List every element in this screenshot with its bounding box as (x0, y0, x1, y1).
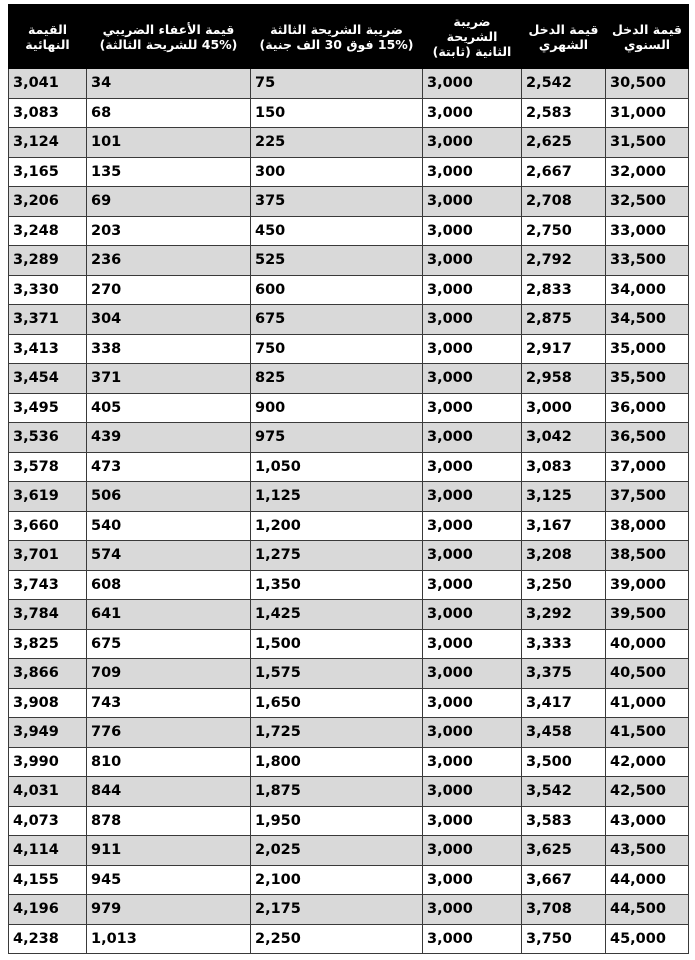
third-bracket-tax-cell: 1,650 (251, 688, 423, 718)
final-value-cell: 4,114 (9, 836, 87, 866)
monthly-income-cell: 3,125 (522, 482, 606, 512)
second-bracket-tax-cell: 3,000 (423, 865, 522, 895)
third-bracket-tax-cell: 375 (251, 187, 423, 217)
monthly-income-cell: 3,667 (522, 865, 606, 895)
final-value-cell: 3,990 (9, 747, 87, 777)
tax-exemption-cell: 405 (87, 393, 251, 423)
table-row (9, 334, 689, 364)
annual-income-cell: 42,500 (606, 777, 689, 807)
annual-income-cell: 39,000 (606, 570, 689, 600)
second-bracket-tax-cell: 3,000 (423, 511, 522, 541)
third-bracket-tax-cell: 1,425 (251, 600, 423, 630)
table-row (9, 659, 689, 689)
annual-income-cell: 43,000 (606, 806, 689, 836)
second-bracket-tax-cell: 3,000 (423, 187, 522, 217)
table-row (9, 393, 689, 423)
tax-exemption-cell: 945 (87, 865, 251, 895)
header-monthly-income: قيمة الدخل الشهري (522, 5, 606, 69)
annual-income-cell: 38,000 (606, 511, 689, 541)
annual-income-cell: 42,000 (606, 747, 689, 777)
annual-income-cell: 33,500 (606, 246, 689, 276)
second-bracket-tax-cell: 3,000 (423, 688, 522, 718)
annual-income-cell: 37,500 (606, 482, 689, 512)
annual-income-cell: 34,500 (606, 305, 689, 335)
second-bracket-tax-cell: 3,000 (423, 423, 522, 453)
table-body (9, 69, 689, 954)
header-tax-exemption: قيمة الأعفاء الضريبي (45% للشريحة الثالثة) (87, 5, 251, 69)
tax-exemption-cell: 878 (87, 806, 251, 836)
second-bracket-tax-cell: 3,000 (423, 275, 522, 305)
tax-exemption-cell: 304 (87, 305, 251, 335)
tax-exemption-cell: 844 (87, 777, 251, 807)
third-bracket-tax-cell: 1,350 (251, 570, 423, 600)
third-bracket-tax-cell: 2,175 (251, 895, 423, 925)
monthly-income-cell: 2,667 (522, 157, 606, 187)
monthly-income-cell: 3,750 (522, 924, 606, 954)
monthly-income-cell: 2,583 (522, 98, 606, 128)
second-bracket-tax-cell: 3,000 (423, 836, 522, 866)
third-bracket-tax-cell: 1,275 (251, 541, 423, 571)
table-row (9, 747, 689, 777)
table-row (9, 541, 689, 571)
table-row (9, 865, 689, 895)
third-bracket-tax-cell: 525 (251, 246, 423, 276)
third-bracket-tax-cell: 900 (251, 393, 423, 423)
table-row (9, 482, 689, 512)
second-bracket-tax-cell: 3,000 (423, 747, 522, 777)
final-value-cell: 3,949 (9, 718, 87, 748)
annual-income-cell: 44,500 (606, 895, 689, 925)
table-row (9, 246, 689, 276)
tax-exemption-cell: 911 (87, 836, 251, 866)
table-row (9, 895, 689, 925)
table-row (9, 187, 689, 217)
second-bracket-tax-cell: 3,000 (423, 629, 522, 659)
tax-exemption-cell: 203 (87, 216, 251, 246)
monthly-income-cell: 3,250 (522, 570, 606, 600)
third-bracket-tax-cell: 1,500 (251, 629, 423, 659)
annual-income-cell: 38,500 (606, 541, 689, 571)
tax-exemption-cell: 608 (87, 570, 251, 600)
tax-exemption-cell: 236 (87, 246, 251, 276)
third-bracket-tax-cell: 2,250 (251, 924, 423, 954)
final-value-cell: 3,248 (9, 216, 87, 246)
second-bracket-tax-cell: 3,000 (423, 777, 522, 807)
header-annual-income: قيمة الدخل السنوي (606, 5, 689, 69)
table-row (9, 511, 689, 541)
table-row (9, 98, 689, 128)
second-bracket-tax-cell: 3,000 (423, 246, 522, 276)
second-bracket-tax-cell: 3,000 (423, 393, 522, 423)
second-bracket-tax-cell: 3,000 (423, 570, 522, 600)
monthly-income-cell: 3,625 (522, 836, 606, 866)
table-row (9, 69, 689, 99)
tax-exemption-cell: 338 (87, 334, 251, 364)
table-row (9, 452, 689, 482)
annual-income-cell: 44,000 (606, 865, 689, 895)
second-bracket-tax-cell: 3,000 (423, 806, 522, 836)
final-value-cell: 3,866 (9, 659, 87, 689)
final-value-cell: 3,206 (9, 187, 87, 217)
header-final-value: القيمة النهائية (9, 5, 87, 69)
tax-exemption-cell: 34 (87, 69, 251, 99)
annual-income-cell: 40,000 (606, 629, 689, 659)
final-value-cell: 3,124 (9, 128, 87, 158)
tax-exemption-cell: 810 (87, 747, 251, 777)
annual-income-cell: 34,000 (606, 275, 689, 305)
tax-exemption-cell: 473 (87, 452, 251, 482)
monthly-income-cell: 2,833 (522, 275, 606, 305)
tax-exemption-cell: 68 (87, 98, 251, 128)
annual-income-cell: 36,000 (606, 393, 689, 423)
table-row (9, 718, 689, 748)
annual-income-cell: 39,500 (606, 600, 689, 630)
table-row (9, 423, 689, 453)
final-value-cell: 3,660 (9, 511, 87, 541)
table-row (9, 600, 689, 630)
monthly-income-cell: 3,542 (522, 777, 606, 807)
final-value-cell: 3,536 (9, 423, 87, 453)
tax-exemption-cell: 776 (87, 718, 251, 748)
second-bracket-tax-cell: 3,000 (423, 895, 522, 925)
monthly-income-cell: 2,625 (522, 128, 606, 158)
final-value-cell: 4,073 (9, 806, 87, 836)
second-bracket-tax-cell: 3,000 (423, 334, 522, 364)
table-row (9, 688, 689, 718)
final-value-cell: 3,330 (9, 275, 87, 305)
annual-income-cell: 31,500 (606, 128, 689, 158)
tax-table (8, 4, 689, 954)
annual-income-cell: 31,000 (606, 98, 689, 128)
tax-exemption-cell: 439 (87, 423, 251, 453)
third-bracket-tax-cell: 750 (251, 334, 423, 364)
annual-income-cell: 40,500 (606, 659, 689, 689)
annual-income-cell: 43,500 (606, 836, 689, 866)
third-bracket-tax-cell: 300 (251, 157, 423, 187)
second-bracket-tax-cell: 3,000 (423, 600, 522, 630)
monthly-income-cell: 3,000 (522, 393, 606, 423)
final-value-cell: 3,784 (9, 600, 87, 630)
header-second-bracket-tax: ضريبة الشريحة الثانية (ثابتة) (423, 5, 522, 69)
third-bracket-tax-cell: 150 (251, 98, 423, 128)
annual-income-cell: 35,000 (606, 334, 689, 364)
table-row (9, 836, 689, 866)
monthly-income-cell: 3,375 (522, 659, 606, 689)
annual-income-cell: 41,000 (606, 688, 689, 718)
final-value-cell: 3,578 (9, 452, 87, 482)
tax-exemption-cell: 506 (87, 482, 251, 512)
tax-exemption-cell: 675 (87, 629, 251, 659)
tax-exemption-cell: 979 (87, 895, 251, 925)
third-bracket-tax-cell: 675 (251, 305, 423, 335)
annual-income-cell: 32,500 (606, 187, 689, 217)
monthly-income-cell: 3,208 (522, 541, 606, 571)
second-bracket-tax-cell: 3,000 (423, 482, 522, 512)
third-bracket-tax-cell: 825 (251, 364, 423, 394)
second-bracket-tax-cell: 3,000 (423, 718, 522, 748)
monthly-income-cell: 3,417 (522, 688, 606, 718)
annual-income-cell: 33,000 (606, 216, 689, 246)
final-value-cell: 3,743 (9, 570, 87, 600)
annual-income-cell: 32,000 (606, 157, 689, 187)
tax-exemption-cell: 135 (87, 157, 251, 187)
tax-exemption-cell: 540 (87, 511, 251, 541)
monthly-income-cell: 3,042 (522, 423, 606, 453)
monthly-income-cell: 2,875 (522, 305, 606, 335)
table-row (9, 305, 689, 335)
table-row (9, 216, 689, 246)
final-value-cell: 3,908 (9, 688, 87, 718)
third-bracket-tax-cell: 1,725 (251, 718, 423, 748)
second-bracket-tax-cell: 3,000 (423, 364, 522, 394)
table-row (9, 364, 689, 394)
header-third-bracket-tax: ضريبة الشريحة الثالثة (15% فوق 30 الف جنية) (251, 5, 423, 69)
monthly-income-cell: 2,917 (522, 334, 606, 364)
third-bracket-tax-cell: 600 (251, 275, 423, 305)
final-value-cell: 3,413 (9, 334, 87, 364)
annual-income-cell: 37,000 (606, 452, 689, 482)
tax-exemption-cell: 709 (87, 659, 251, 689)
final-value-cell: 3,041 (9, 69, 87, 99)
second-bracket-tax-cell: 3,000 (423, 659, 522, 689)
tax-exemption-cell: 641 (87, 600, 251, 630)
monthly-income-cell: 2,708 (522, 187, 606, 217)
monthly-income-cell: 3,458 (522, 718, 606, 748)
annual-income-cell: 35,500 (606, 364, 689, 394)
table-row (9, 157, 689, 187)
final-value-cell: 3,454 (9, 364, 87, 394)
tax-exemption-cell: 574 (87, 541, 251, 571)
tax-exemption-cell: 743 (87, 688, 251, 718)
second-bracket-tax-cell: 3,000 (423, 69, 522, 99)
final-value-cell: 3,083 (9, 98, 87, 128)
monthly-income-cell: 3,083 (522, 452, 606, 482)
final-value-cell: 3,371 (9, 305, 87, 335)
final-value-cell: 4,238 (9, 924, 87, 954)
third-bracket-tax-cell: 1,125 (251, 482, 423, 512)
final-value-cell: 3,495 (9, 393, 87, 423)
tax-exemption-cell: 371 (87, 364, 251, 394)
third-bracket-tax-cell: 1,950 (251, 806, 423, 836)
monthly-income-cell: 3,333 (522, 629, 606, 659)
final-value-cell: 3,701 (9, 541, 87, 571)
second-bracket-tax-cell: 3,000 (423, 305, 522, 335)
final-value-cell: 4,155 (9, 865, 87, 895)
second-bracket-tax-cell: 3,000 (423, 216, 522, 246)
monthly-income-cell: 2,958 (522, 364, 606, 394)
tax-exemption-cell: 270 (87, 275, 251, 305)
header-row (9, 5, 689, 69)
table-row (9, 128, 689, 158)
tax-exemption-cell: 1,013 (87, 924, 251, 954)
third-bracket-tax-cell: 75 (251, 69, 423, 99)
tax-exemption-cell: 69 (87, 187, 251, 217)
table-row (9, 629, 689, 659)
second-bracket-tax-cell: 3,000 (423, 541, 522, 571)
second-bracket-tax-cell: 3,000 (423, 452, 522, 482)
table-row (9, 806, 689, 836)
final-value-cell: 3,619 (9, 482, 87, 512)
third-bracket-tax-cell: 225 (251, 128, 423, 158)
monthly-income-cell: 2,750 (522, 216, 606, 246)
second-bracket-tax-cell: 3,000 (423, 157, 522, 187)
second-bracket-tax-cell: 3,000 (423, 128, 522, 158)
monthly-income-cell: 3,708 (522, 895, 606, 925)
monthly-income-cell: 3,292 (522, 600, 606, 630)
annual-income-cell: 41,500 (606, 718, 689, 748)
monthly-income-cell: 3,167 (522, 511, 606, 541)
third-bracket-tax-cell: 1,050 (251, 452, 423, 482)
third-bracket-tax-cell: 2,100 (251, 865, 423, 895)
monthly-income-cell: 2,792 (522, 246, 606, 276)
monthly-income-cell: 2,542 (522, 69, 606, 99)
third-bracket-tax-cell: 975 (251, 423, 423, 453)
final-value-cell: 3,165 (9, 157, 87, 187)
second-bracket-tax-cell: 3,000 (423, 924, 522, 954)
monthly-income-cell: 3,583 (522, 806, 606, 836)
table-row (9, 924, 689, 954)
annual-income-cell: 36,500 (606, 423, 689, 453)
third-bracket-tax-cell: 1,800 (251, 747, 423, 777)
table-row (9, 275, 689, 305)
third-bracket-tax-cell: 2,025 (251, 836, 423, 866)
monthly-income-cell: 3,500 (522, 747, 606, 777)
second-bracket-tax-cell: 3,000 (423, 98, 522, 128)
final-value-cell: 4,031 (9, 777, 87, 807)
table-row (9, 570, 689, 600)
third-bracket-tax-cell: 1,575 (251, 659, 423, 689)
tax-exemption-cell: 101 (87, 128, 251, 158)
third-bracket-tax-cell: 450 (251, 216, 423, 246)
final-value-cell: 4,196 (9, 895, 87, 925)
table-row (9, 777, 689, 807)
annual-income-cell: 30,500 (606, 69, 689, 99)
final-value-cell: 3,825 (9, 629, 87, 659)
final-value-cell: 3,289 (9, 246, 87, 276)
third-bracket-tax-cell: 1,875 (251, 777, 423, 807)
third-bracket-tax-cell: 1,200 (251, 511, 423, 541)
annual-income-cell: 45,000 (606, 924, 689, 954)
